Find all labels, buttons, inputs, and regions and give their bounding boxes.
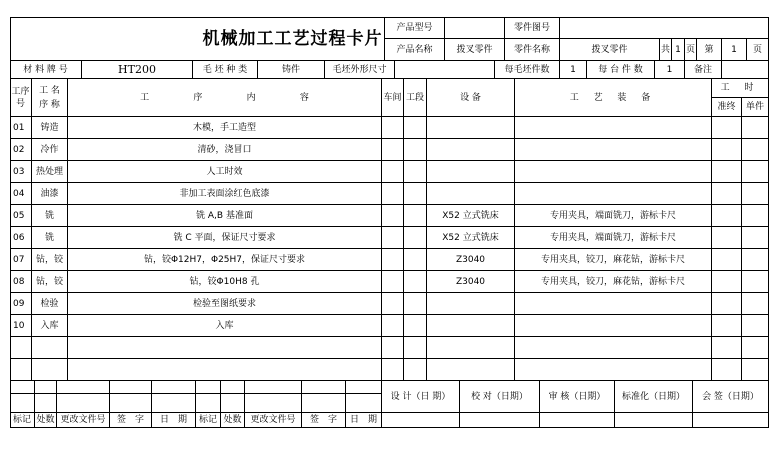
op-time-prep bbox=[712, 315, 742, 337]
countersign-date: 会 签（日期） bbox=[693, 381, 769, 413]
revision-cell bbox=[196, 394, 221, 413]
total-value: 1 bbox=[672, 39, 685, 61]
op-workshop bbox=[382, 117, 404, 139]
op-equipment: X52 立式铣床 bbox=[427, 227, 515, 249]
per-unit-label: 每 台 件 数 bbox=[587, 61, 655, 79]
col-tooling: 工 艺 装 备 bbox=[515, 79, 712, 117]
op-time-unit bbox=[742, 227, 769, 249]
op-time-unit bbox=[742, 315, 769, 337]
op-time-prep bbox=[712, 293, 742, 315]
col-section: 工段 bbox=[404, 79, 427, 117]
op-content: 钻，铰Φ12H7，Φ25H7，保证尺寸要求 bbox=[68, 249, 382, 271]
revision-cell bbox=[57, 381, 110, 394]
op-workshop bbox=[382, 293, 404, 315]
op-no: 06 bbox=[10, 227, 32, 249]
op-section bbox=[404, 183, 427, 205]
standard-sign bbox=[615, 413, 693, 428]
countersign-sign bbox=[693, 413, 769, 428]
op-time-prep bbox=[712, 139, 742, 161]
op-name bbox=[32, 337, 68, 359]
op-equipment bbox=[427, 117, 515, 139]
op-section bbox=[404, 227, 427, 249]
design-date: 设 计（日 期） bbox=[382, 381, 460, 413]
op-section bbox=[404, 337, 427, 359]
op-name: 钻，铰 bbox=[32, 249, 68, 271]
op-section bbox=[404, 293, 427, 315]
op-tooling bbox=[515, 161, 712, 183]
op-no: 01 bbox=[10, 117, 32, 139]
part-drawing-label: 零件图号 bbox=[505, 17, 560, 39]
revision-doc2: 更改文件号 bbox=[245, 413, 302, 428]
revision-cell bbox=[221, 394, 245, 413]
revision-cell bbox=[35, 381, 57, 394]
op-name: 检验 bbox=[32, 293, 68, 315]
op-content: 人工时效 bbox=[68, 161, 382, 183]
op-workshop bbox=[382, 161, 404, 183]
blank-size-value bbox=[395, 61, 495, 79]
op-no bbox=[10, 337, 32, 359]
op-time-unit bbox=[742, 271, 769, 293]
op-workshop bbox=[382, 139, 404, 161]
op-tooling bbox=[515, 315, 712, 337]
op-content bbox=[68, 337, 382, 359]
col-content-char: 容 bbox=[299, 92, 309, 103]
op-content: 钻，铰Φ10H8 孔 bbox=[68, 271, 382, 293]
revision-cell bbox=[245, 381, 302, 394]
col-time-prep: 准终 bbox=[712, 98, 742, 117]
op-time-unit bbox=[742, 337, 769, 359]
op-section bbox=[404, 249, 427, 271]
op-time-prep bbox=[712, 337, 742, 359]
material-grade-label: 材 料 牌 号 bbox=[10, 61, 82, 79]
review-sign bbox=[540, 413, 615, 428]
op-name: 入库 bbox=[32, 315, 68, 337]
op-no bbox=[10, 359, 32, 381]
remark-label: 备注 bbox=[685, 61, 722, 79]
revision-sign1: 签 字 bbox=[110, 413, 152, 428]
col-content-char: 工 bbox=[140, 92, 150, 103]
col-workshop: 车间 bbox=[382, 79, 404, 117]
op-content: 检验至图纸要求 bbox=[68, 293, 382, 315]
op-equipment: Z3040 bbox=[427, 271, 515, 293]
op-tooling bbox=[515, 139, 712, 161]
op-time-unit bbox=[742, 183, 769, 205]
op-content: 入库 bbox=[68, 315, 382, 337]
revision-cell bbox=[10, 394, 35, 413]
op-workshop bbox=[382, 337, 404, 359]
op-workshop bbox=[382, 205, 404, 227]
op-section bbox=[404, 271, 427, 293]
op-equipment bbox=[427, 183, 515, 205]
op-equipment bbox=[427, 359, 515, 381]
op-workshop bbox=[382, 359, 404, 381]
revision-cell bbox=[196, 381, 221, 394]
blank-size-label: 毛坯外形尺寸 bbox=[325, 61, 395, 79]
blank-type-label: 毛 坯 种 类 bbox=[193, 61, 258, 79]
total-label: 共 bbox=[660, 39, 672, 61]
op-workshop bbox=[382, 183, 404, 205]
col-content-char: 序 bbox=[193, 92, 203, 103]
op-time-prep bbox=[712, 183, 742, 205]
revision-cell bbox=[302, 381, 346, 394]
revision-date1: 日 期 bbox=[152, 413, 196, 428]
op-time-unit bbox=[742, 359, 769, 381]
op-time-unit bbox=[742, 117, 769, 139]
op-tooling: 专用夹具，端面铣刀，游标卡尺 bbox=[515, 205, 712, 227]
op-tooling: 专用夹具，端面铣刀，游标卡尺 bbox=[515, 227, 712, 249]
page-unit: 页 bbox=[747, 39, 769, 61]
op-tooling bbox=[515, 117, 712, 139]
check-date: 校 对（日期） bbox=[460, 381, 540, 413]
op-tooling bbox=[515, 337, 712, 359]
col-content bbox=[68, 79, 382, 117]
op-workshop bbox=[382, 271, 404, 293]
op-name: 热处理 bbox=[32, 161, 68, 183]
op-section bbox=[404, 359, 427, 381]
op-section bbox=[404, 117, 427, 139]
col-content-char: 内 bbox=[246, 92, 256, 103]
revision-doc1: 更改文件号 bbox=[57, 413, 110, 428]
op-section bbox=[404, 205, 427, 227]
op-tooling bbox=[515, 293, 712, 315]
op-tooling bbox=[515, 183, 712, 205]
per-unit-value: 1 bbox=[655, 61, 685, 79]
op-name: 钻，铰 bbox=[32, 271, 68, 293]
op-name: 铣 bbox=[32, 227, 68, 249]
op-equipment bbox=[427, 315, 515, 337]
op-content bbox=[68, 359, 382, 381]
op-name: 油漆 bbox=[32, 183, 68, 205]
op-equipment: X52 立式铣床 bbox=[427, 205, 515, 227]
op-time-prep bbox=[712, 271, 742, 293]
product-name-value: 拨叉零件 bbox=[445, 39, 505, 61]
revision-cell bbox=[110, 394, 152, 413]
op-no: 08 bbox=[10, 271, 32, 293]
op-no: 09 bbox=[10, 293, 32, 315]
revision-cell bbox=[221, 381, 245, 394]
op-workshop bbox=[382, 315, 404, 337]
op-content: 非加工表面涂红色底漆 bbox=[68, 183, 382, 205]
op-time-prep bbox=[712, 161, 742, 183]
page-title: 机械加工工艺过程卡片 bbox=[202, 29, 383, 49]
op-no: 03 bbox=[10, 161, 32, 183]
op-equipment bbox=[427, 161, 515, 183]
standard-date: 标准化（日期） bbox=[615, 381, 693, 413]
op-workshop bbox=[382, 249, 404, 271]
page-value: 1 bbox=[722, 39, 747, 61]
part-name-value: 拨叉零件 bbox=[560, 39, 660, 61]
op-tooling: 专用夹具，铰刀，麻花钻，游标卡尺 bbox=[515, 249, 712, 271]
op-equipment: Z3040 bbox=[427, 249, 515, 271]
process-card bbox=[10, 17, 769, 428]
product-model-label: 产品型号 bbox=[385, 17, 445, 39]
op-tooling bbox=[515, 359, 712, 381]
product-model-value bbox=[445, 17, 505, 39]
product-name-label: 产品名称 bbox=[385, 39, 445, 61]
col-equipment: 设 备 bbox=[427, 79, 515, 117]
op-time-prep bbox=[712, 359, 742, 381]
per-blank-label: 每毛坯件数 bbox=[495, 61, 560, 79]
op-no: 04 bbox=[10, 183, 32, 205]
op-name bbox=[32, 359, 68, 381]
col-op-name: 工 名 序 称 bbox=[32, 79, 68, 117]
revision-cell bbox=[152, 394, 196, 413]
op-section bbox=[404, 161, 427, 183]
design-sign bbox=[382, 413, 460, 428]
revision-cell bbox=[302, 394, 346, 413]
op-section bbox=[404, 315, 427, 337]
revision-cell bbox=[35, 394, 57, 413]
op-name: 冷作 bbox=[32, 139, 68, 161]
per-blank-value: 1 bbox=[560, 61, 587, 79]
revision-cell bbox=[346, 394, 382, 413]
op-time-unit bbox=[742, 205, 769, 227]
part-name-label: 零件名称 bbox=[505, 39, 560, 61]
op-content: 铣 A,B 基准面 bbox=[68, 205, 382, 227]
revision-cell bbox=[10, 381, 35, 394]
op-time-prep bbox=[712, 205, 742, 227]
col-time-unit: 单件 bbox=[742, 98, 769, 117]
revision-mark1: 标记 bbox=[10, 413, 35, 428]
op-section bbox=[404, 139, 427, 161]
op-time-unit bbox=[742, 249, 769, 271]
total-unit: 页 bbox=[685, 39, 697, 61]
op-content: 清砂，浇冒口 bbox=[68, 139, 382, 161]
revision-count2: 处数 bbox=[221, 413, 245, 428]
op-no: 05 bbox=[10, 205, 32, 227]
op-time-unit bbox=[742, 139, 769, 161]
revision-cell bbox=[57, 394, 110, 413]
op-content: 铣 C 平面，保证尺寸要求 bbox=[68, 227, 382, 249]
op-name: 铸造 bbox=[32, 117, 68, 139]
op-content: 木模，手工造型 bbox=[68, 117, 382, 139]
op-time-unit bbox=[742, 161, 769, 183]
blank-type-value: 铸件 bbox=[258, 61, 325, 79]
op-time-prep bbox=[712, 117, 742, 139]
op-no: 07 bbox=[10, 249, 32, 271]
op-equipment bbox=[427, 337, 515, 359]
revision-date2: 日 期 bbox=[346, 413, 382, 428]
material-grade-value: HT200 bbox=[82, 61, 193, 79]
remark-value bbox=[722, 61, 769, 79]
revision-count1: 处数 bbox=[35, 413, 57, 428]
page-label: 第 bbox=[697, 39, 722, 61]
op-time-prep bbox=[712, 227, 742, 249]
revision-cell bbox=[110, 381, 152, 394]
col-time: 工 时 bbox=[712, 79, 769, 98]
revision-sign2: 签 字 bbox=[302, 413, 346, 428]
op-no: 02 bbox=[10, 139, 32, 161]
op-equipment bbox=[427, 139, 515, 161]
op-workshop bbox=[382, 227, 404, 249]
op-no: 10 bbox=[10, 315, 32, 337]
check-sign bbox=[460, 413, 540, 428]
revision-cell bbox=[346, 381, 382, 394]
col-op-no: 工序号 bbox=[10, 79, 32, 117]
op-tooling: 专用夹具，铰刀，麻花钻，游标卡尺 bbox=[515, 271, 712, 293]
op-time-unit bbox=[742, 293, 769, 315]
part-drawing-value bbox=[560, 17, 769, 39]
revision-cell bbox=[152, 381, 196, 394]
op-equipment bbox=[427, 293, 515, 315]
review-date: 审 核（日期） bbox=[540, 381, 615, 413]
op-name: 铣 bbox=[32, 205, 68, 227]
revision-cell bbox=[245, 394, 302, 413]
revision-mark2: 标记 bbox=[196, 413, 221, 428]
op-time-prep bbox=[712, 249, 742, 271]
